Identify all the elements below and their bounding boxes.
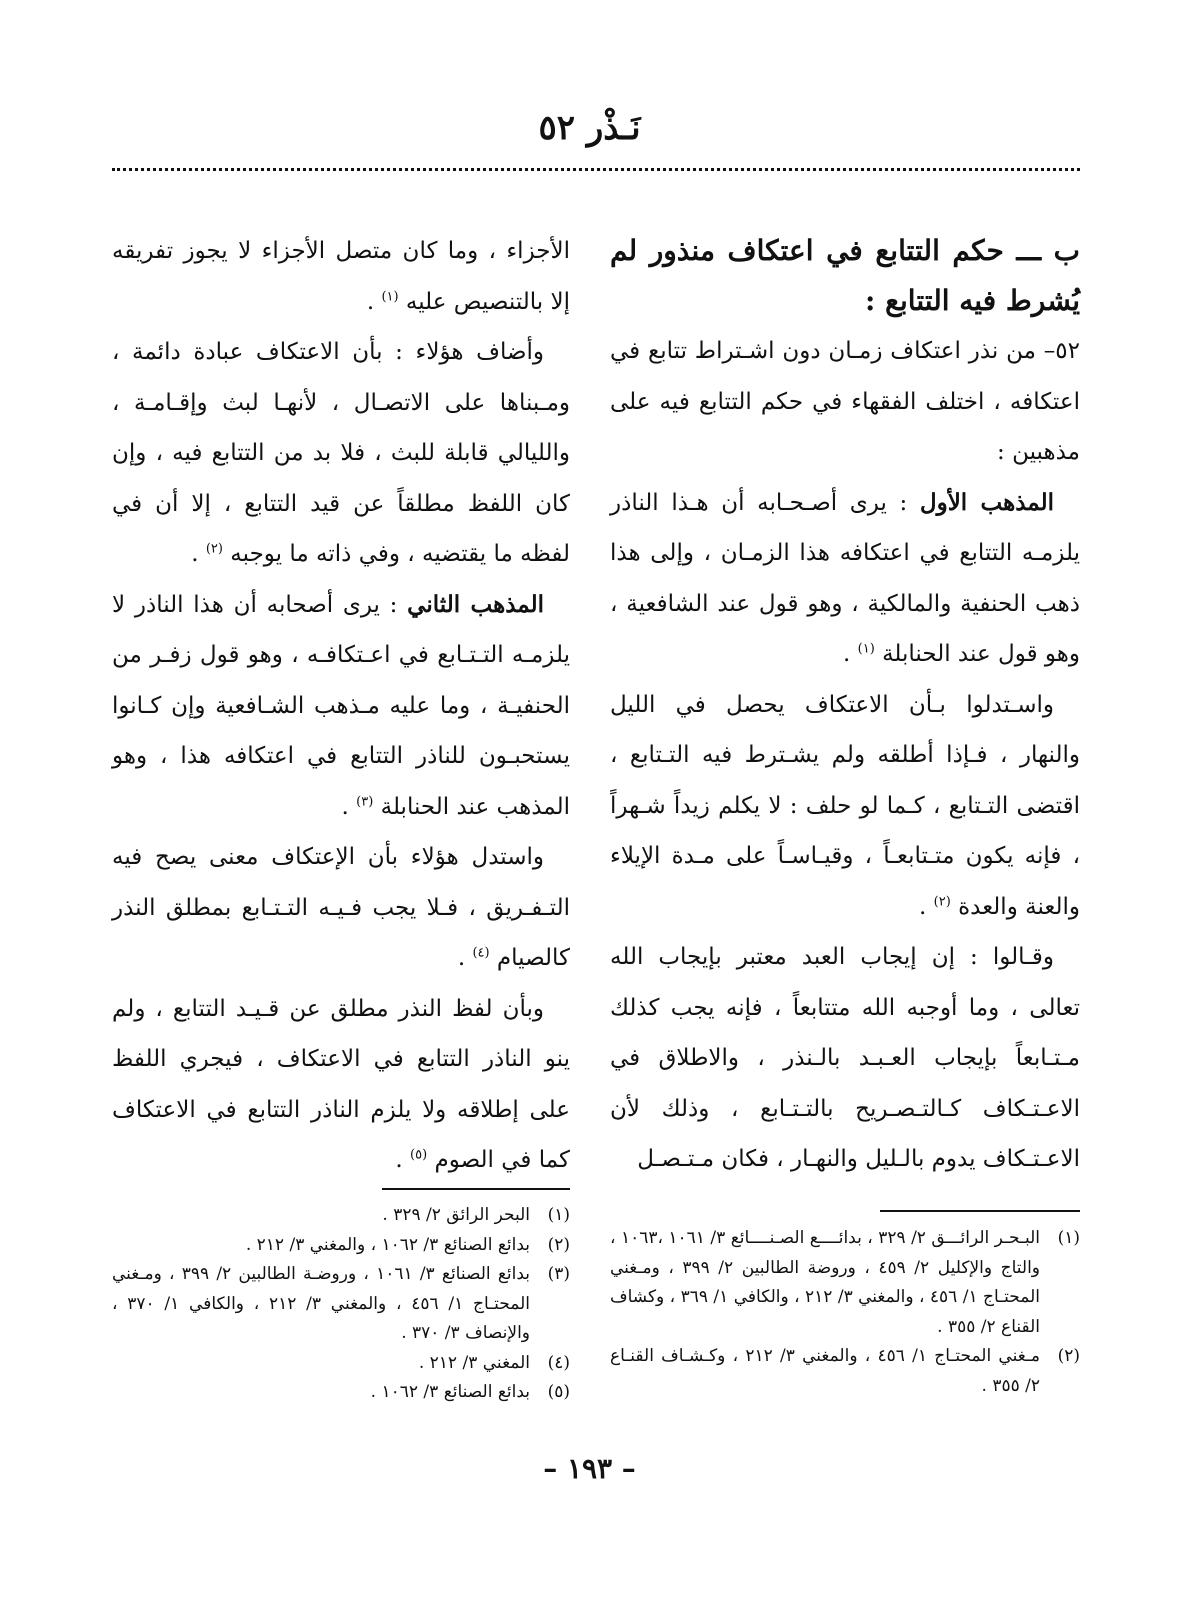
footnote-item xyxy=(112,1378,570,1408)
footnote-ref: (٥) xyxy=(410,1147,428,1163)
second-evidence-1-text: واستدل هؤلاء بأن الإعتكاف معنى يصح فيه التـفـريق ، فـلا يجب فـيـه التـتـابع بمطلق النذر كالصيام xyxy=(112,844,570,971)
footnote-text: بدائع الصنائع ٣/ ١٠٦٢ ، والمغني ٣/ ٢١٢ . xyxy=(245,1234,530,1255)
paragraph-52-intro: ٥٢– من نذر اعتكاف زمـان دون اشـتراط تتابع في اعتكافه ، اختلف الفقهاء في حكم التتابع فيه على مذهبين : xyxy=(610,338,1080,465)
footnote-ref: (٢) xyxy=(205,541,223,557)
paragraph-additional-argument: وأضاف هؤلاء : بأن الاعتكاف عبادة دائمة ، ومـبناها على الاتصـال ، لأنهـا لبث وإقـامـة ، والليالي قابلة للبث ، فلا بد من التتابع فيه ، وإن كان اللفظ مطلقاً عن قيد التتابع ، إلا أن في لفظه ما يقتضيه ، وفي ذاته ما يوجبه $^{(٢)}$ . xyxy=(112,339,570,567)
section-heading: ب ـــ حكم التتابع في اعتكاف منذور لم يُشرط فيه التتابع : xyxy=(610,234,1080,317)
second-evidence-2-text: وبأن لفظ النذر مطلق عن قـيـد التتابع ، ولم ينو الناذر التتابع في الاعتكاف ، فيجري اللفظ على إطلاقه ولا يلزم الناذر التتابع في الاعتكاف كما في الصوم xyxy=(112,995,570,1173)
paragraph-evidence-2: وقـالوا : إن إيجاب العبد معتبر بإيجاب الله تعالى ، وما أوجبه الله متتابعاً ، فإنه يجب كذلك مـتـابعاً بإيجاب العـبـد بالـنذر ، والاطلاق في الاعـتـكاف كـالتـصـريح بالتـتـابع ، وذلك لأن الاعـتـكاف يدوم بالـليل والنهـار ، فكان مـتـصـل xyxy=(610,944,1080,1172)
page-number: – ١٩٣ – xyxy=(543,1452,636,1485)
footnote-ref: (٢) xyxy=(933,893,951,909)
footnote-text: البحر الرائق ٢/ ٣٢٩ . xyxy=(382,1205,530,1225)
footnote-text: بدائع الصنائع ٣/ ١٠٦٢ . xyxy=(370,1382,530,1402)
page-header-title: نَـذْر ٥٢ xyxy=(538,108,641,148)
paragraph-first-school: المذهب الأول : يرى أصـحـابه أن هـذا الناذر يلزمـه التتابع في اعتكافه هذا الزمـان ، وإلى هذا ذهب الحنفية والمالكية ، وهو قول عند الشافعية ، وهو قول عند الحنابلة $^{(١)}$ . xyxy=(610,488,1080,667)
second-school-label: المذهب الثاني xyxy=(407,590,544,618)
paragraph-continuation: الأجزاء ، وما كان متصل الأجزاء لا يجوز تفريقه إلا بالتنصيص عليه $^{(١)}$ . xyxy=(112,238,570,315)
footnote-item xyxy=(112,1201,570,1231)
left-column xyxy=(112,226,570,1186)
footnotes-left xyxy=(112,1201,570,1408)
footnote-number: (٢) xyxy=(1057,1346,1080,1366)
footnote-item xyxy=(610,1342,1080,1401)
footnote-item xyxy=(112,1260,570,1349)
header-dotted-divider xyxy=(112,168,1080,171)
evidence-1-text: واسـتدلوا بـأن الاعتكاف يحصل في الليل والنهار ، فـإذا أطلقه ولم يشـترط فيه التـتابع ، اقتضى التـتابع ، كـما لو حلف : لا يكلم زيداً شـهراً ، فإنه يكون متـتابعـاً ، وقيـاسـاً على مـدة الإيلاء والعنة والعدة xyxy=(610,691,1080,920)
continuation-text: الأجزاء ، وما كان متصل الأجزاء لا يجوز تفريقه إلا بالتنصيص عليه xyxy=(112,238,570,315)
footnote-item xyxy=(112,1231,570,1261)
footnote-ref: (٣) xyxy=(356,793,374,809)
paragraph-second-evidence-1: واستدل هؤلاء بأن الإعتكاف معنى يصح فيه التـفـريق ، فـلا يجب فـيـه التـتـابع بمطلق النذر كالصيام $^{(٤)}$ . xyxy=(112,844,570,971)
footnote-number: (٤) xyxy=(547,1352,570,1373)
footnotes-right xyxy=(610,1224,1080,1401)
footnote-number: (٣) xyxy=(547,1264,570,1284)
footnote-ref: (٤) xyxy=(472,945,490,961)
footnote-item xyxy=(112,1349,570,1379)
footnote-number: (١) xyxy=(547,1205,570,1225)
footnote-text: بدائع الصنائع ٣/ ١٠٦١ ، وروضـة الطالبين ٢/ ٣٩٩ ، ومـغني المحتـاج ١/ ٤٥٦ ، والمغني ٣/ ٢١٢ ، والكافي ١/ ٣٧٠ ، والإنصاف ٣/ ٣٧٠ . xyxy=(112,1264,530,1343)
first-school-label: المذهب الأول xyxy=(919,488,1054,516)
footnote-number: (٥) xyxy=(547,1382,570,1402)
right-column xyxy=(610,226,1080,1185)
footnote-text: مـغني المحتـاج ١/ ٤٥٦ ، والمغني ٣/ ٢١٢ ، وكـشـاف القنـاع ٢/ ٣٥٥ . xyxy=(610,1346,1041,1396)
footnote-ref: (١) xyxy=(381,288,399,304)
paragraph-second-school: المذهب الثاني : يرى أصحابه أن هذا الناذر لا يلزمـه التـتـابع في اعـتكافـه ، وهو قول زفـر من الحنفيـة ، وما عليه مـذهب الشـافعية وإن كـانوا يستحبـون للناذر التتابع في اعتكافه هذا ، وهو المذهب عند الحنابلة $^{(٣)}$ . xyxy=(112,590,570,820)
footnote-ref: (١) xyxy=(857,641,875,657)
first-school-text: : يرى أصـحـابه أن هـذا الناذر يلزمـه التتابع في اعتكافه هذا الزمـان ، وإلى هذا ذهب الحنفية والمالكية ، وهو قول عند الشافعية ، وهو قول عند الحنابلة xyxy=(610,489,1080,667)
footnote-text: المغني ٣/ ٢١٢ . xyxy=(418,1352,530,1373)
footnote-item xyxy=(610,1224,1080,1342)
footnote-number: (٢) xyxy=(547,1234,570,1255)
second-school-text: : يرى أصحابه أن هذا الناذر لا يلزمـه التـتـابع في اعـتكافـه ، وهو قول زفـر من الحنفيـة ، وما عليه مـذهب الشـافعية وإن كـانوا يستحبـون للناذر التتابع في اعتكافه هذا ، وهو المذهب عند الحنابلة xyxy=(112,591,570,820)
footnote-text: البـحـر الرائـــق ٢/ ٣٢٩ ، بدائــــع الصـنــــائع ٣/ ١٠٦١ ،١٠٦٣ ، والتاج والإكليل ٢/ ٤٥٩ ، وروضة الطالبين ٢/ ٣٩٩ ، ومـغني المحتـاج ١/ ٤٥٦ ، والمغني ٣/ ٢١٢ ، والكافي ١/ ٣٦٩ ، وكشاف القناع ٢/ ٣٥٥ . xyxy=(610,1228,1041,1337)
additional-argument-text: وأضاف هؤلاء : بأن الاعتكاف عبادة دائمة ، ومـبناها على الاتصـال ، لأنهـا لبث وإقـامـة ، والليالي قابلة للبث ، فلا بد من التتابع فيه ، وإن كان اللفظ مطلقاً عن قيد التتابع ، إلا أن في لفظه ما يقتضيه ، وفي ذاته ما يوجبه xyxy=(112,339,570,567)
footnote-number: (١) xyxy=(1057,1228,1080,1248)
paragraph-second-evidence-2: وبأن لفظ النذر مطلق عن قـيـد التتابع ، ولم ينو الناذر التتابع في الاعتكاف ، فيجري اللفظ على إطلاقه ولا يلزم الناذر التتابع في الاعتكاف كما في الصوم $^{(٥)}$ . xyxy=(112,995,570,1173)
footnote-divider-right xyxy=(880,1210,1080,1212)
paragraph-evidence-1: واسـتدلوا بـأن الاعتكاف يحصل في الليل والنهار ، فـإذا أطلقه ولم يشـترط فيه التـتابع ، اقتضى التـتابع ، كـما لو حلف : لا يكلم زيداً شـهراً ، فإنه يكون متـتابعـاً ، وقيـاسـاً على مـدة الإيلاء والعنة والعدة $^{(٢)}$ . xyxy=(610,691,1080,920)
footnote-divider-left xyxy=(382,1188,570,1190)
